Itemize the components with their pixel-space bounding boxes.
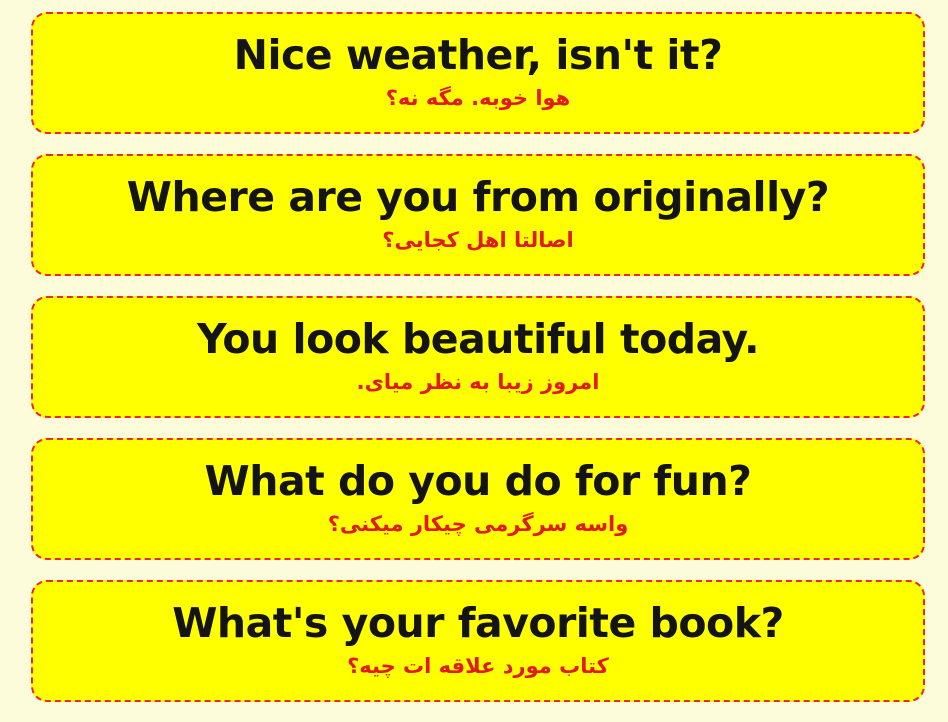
phrase-card [31, 580, 925, 702]
persian-translation: کتاب مورد علاقه ات چیه؟ [347, 653, 609, 678]
phrase-card [31, 438, 925, 560]
english-phrase: Nice weather, isn't it? [233, 30, 723, 79]
persian-translation: اصالتا اهل کجایی؟ [382, 227, 574, 252]
english-phrase: What do you do for fun? [204, 456, 752, 505]
phrase-card [31, 296, 925, 418]
persian-translation: هوا خوبه. مگه نه؟ [385, 85, 571, 110]
english-phrase: What's your favorite book? [172, 598, 784, 647]
english-phrase: Where are you from originally? [126, 172, 830, 221]
persian-translation: امروز زیبا به نظر میای. [356, 369, 600, 394]
english-phrase: You look beautiful today. [196, 314, 760, 363]
persian-translation: واسه سرگرمی چیکار میکنی؟ [327, 511, 629, 536]
phrase-card [31, 154, 925, 276]
phrase-card [31, 12, 925, 134]
